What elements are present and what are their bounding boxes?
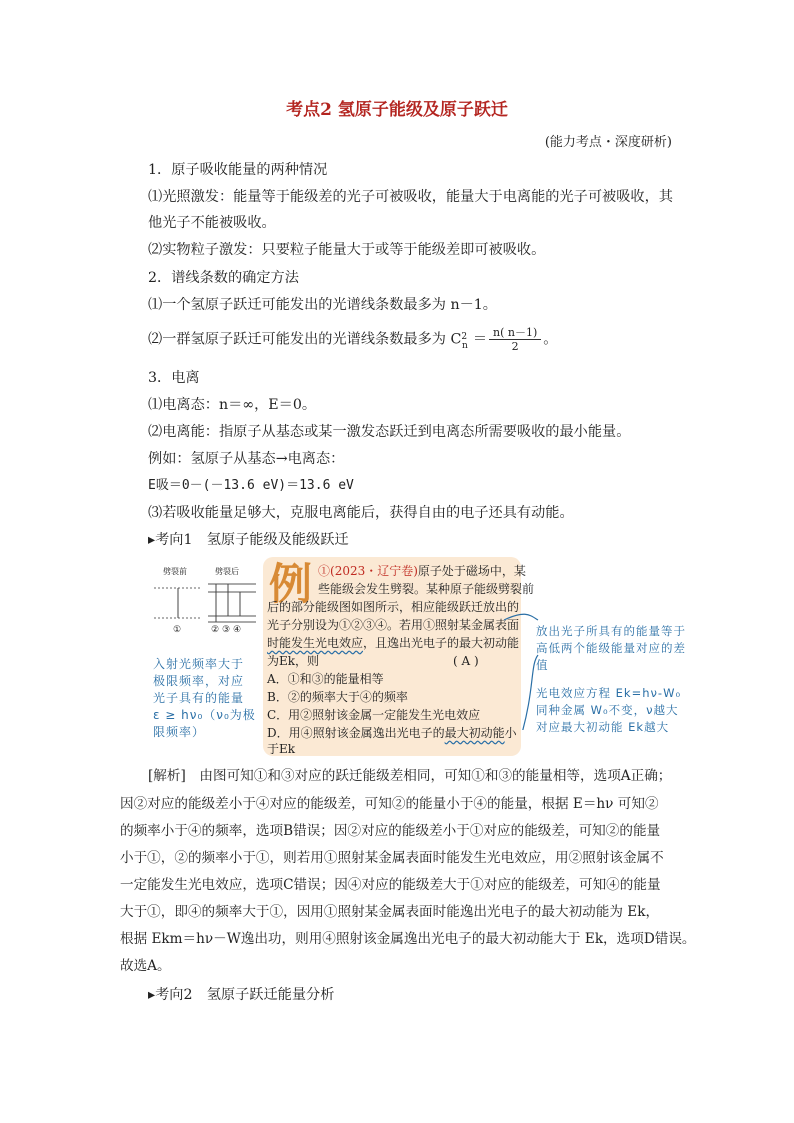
section1-p1: ⑴光照激发：能量等于能级差的光子可被吸收，能量大于电离能的光子可被吸收，其 <box>148 189 673 205</box>
section2-p1: ⑴一个氢原子跃迁可能发出的光谱线条数最多为 n－1。 <box>148 297 497 313</box>
ionization-formula: E吸＝0－(－13.6 eV)＝13.6 eV <box>148 478 354 493</box>
section3-example: 例如：氢原子从基态→电离态： <box>148 451 345 467</box>
energy-level-diagram <box>150 572 262 644</box>
arrow-top <box>504 614 538 620</box>
analysis-line: 小于①，②的频率小于①，则若用①照射某金属表面时能发生光电效应，用②照射该金属不 <box>120 850 664 866</box>
fraction <box>489 326 541 353</box>
direction1-heading: ▸考向1 氢原子能级及能级跃迁 <box>148 532 349 548</box>
note-right-line: 同种金属 W₀不变，ν越大 <box>536 703 679 717</box>
option-a: A．①和③的能量相等 <box>267 672 384 686</box>
section1-p1-cont: 他光子不能被吸收。 <box>148 215 276 231</box>
option-b: B．②的频率大于④的频率 <box>267 690 408 704</box>
example-heading <box>318 563 526 580</box>
example-card <box>263 557 535 756</box>
example-line: 为Ek，则 <box>267 654 320 668</box>
option-d-text: D．用④照射该金属逸出光电子的 <box>267 726 445 740</box>
note-right-line: 光电效应方程 Ek=hν-W₀ <box>536 686 682 700</box>
marker-4: ④ <box>233 625 242 635</box>
analysis-line: 根据 Ekm＝hν－W逸出功，则用④照射该金属逸出光电子的最大初动能大于 Ek，选项D错误。 <box>120 931 696 947</box>
section1-heading: 1．原子吸收能量的两种情况 <box>148 162 328 178</box>
option-c: C．用②照射该金属一定能发生光电效应 <box>267 708 481 722</box>
note-left-line: 入射光频率大于 <box>153 657 245 671</box>
page-subtitle: (能力考点・深度研析) <box>544 135 672 150</box>
note-left <box>153 656 256 741</box>
example-source: (2023・辽宁卷) <box>330 564 418 578</box>
example-number: ① <box>318 564 331 578</box>
equals-sign: ＝ <box>472 331 488 348</box>
example-line: 后的部分能级图如图所示，相应能级跃迁放出的 <box>267 600 520 614</box>
note-right-bottom <box>536 685 681 736</box>
note-left-line: 极限频率，对应 <box>153 674 245 688</box>
fraction-denominator: 2 <box>511 340 519 353</box>
section3-heading: 3．电离 <box>148 370 200 386</box>
section2-p2-text: ⑵一群氢原子跃迁可能发出的光谱线条数最多为 C <box>148 331 462 348</box>
analysis-line: 大于①，即④的频率大于①，因用①照射某金属表面时能逸出光电子的最大初动能为 Ek， <box>120 904 660 920</box>
option-d <box>267 725 517 742</box>
analysis-line: 故选A。 <box>120 958 171 974</box>
note-right-line: 值 <box>536 658 549 672</box>
example-answer: ( A ) <box>453 654 479 668</box>
example-line: 些能级会发生劈裂。某种原子能级劈裂前 <box>318 582 535 596</box>
option-d-cont: 于Ek <box>267 742 296 756</box>
example-line: 光子分别设为①②③④。若用①照射某金属表面 <box>267 618 520 632</box>
example-line-rest: ，且逸出光电子的最大初动能 <box>363 636 520 650</box>
note-right-line: 对应最大初动能 Ek越大 <box>536 720 670 734</box>
note-left-line: ε ≥ hν₀（ν₀为极 <box>153 708 256 722</box>
analysis-line: 一定能发生光电效应，选项C错误；因④对应的能级差大于①对应的能级差，可知④的能量 <box>120 877 661 893</box>
note-left-line: 限频率） <box>153 725 206 739</box>
section2-p2 <box>148 326 558 353</box>
comb-sub: n <box>462 340 468 351</box>
marker-2: ② <box>211 625 220 635</box>
marker-3: ③ <box>222 625 231 635</box>
section3-p3: ⑶若吸收能量足够大，克服电离能后，获得自由的电子还具有动能。 <box>148 505 574 521</box>
highlight-photoelectric: 时能发生光电效应 <box>267 636 364 650</box>
section3-p1: ⑴电离态：n＝∞，E＝0。 <box>148 397 317 413</box>
note-right-line: 高低两个能级能量对应的差 <box>536 641 686 655</box>
period: 。 <box>543 331 558 348</box>
page-title: 考点2 氢原子能级及原子跃迁 <box>286 100 508 120</box>
example-line <box>267 635 519 652</box>
note-left-line: 光子具有的能量 <box>153 691 245 705</box>
option-d-text: 小 <box>504 726 517 740</box>
section1-p2: ⑵实物粒子激发：只要粒子能量大于或等于能级差即可被吸收。 <box>148 242 546 258</box>
comb-sup: 2 <box>461 331 468 342</box>
direction2-heading: ▸考向2 氢原子跃迁能量分析 <box>148 987 335 1003</box>
analysis-line: [解析] 由图可知①和③对应的跃迁能级差相同，可知①和③的能量相等，选项A正确； <box>148 768 672 784</box>
section3-p2: ⑵电离能：指原子从基态或某一激发态跃迁到电离态所需要吸收的最小能量。 <box>148 424 631 440</box>
example-line: 原子处于磁场中，某 <box>417 564 526 578</box>
analysis-line: 因②对应的能级差小于④对应的能级差，可知②的能量小于④的能量，根据 E＝hν 可知② <box>120 796 659 812</box>
note-right-top <box>536 623 686 674</box>
section2-heading: 2．谱线条数的确定方法 <box>148 270 299 286</box>
label-before: 劈裂前 <box>163 567 187 576</box>
fraction-numerator: n( n－1) <box>489 326 541 340</box>
marker-1: ① <box>173 625 182 635</box>
highlight-max-kinetic: 最大初动能 <box>444 726 505 740</box>
example-badge: 例 <box>269 560 312 610</box>
note-right-line: 放出光子所具有的能量等于 <box>536 624 686 638</box>
label-after: 劈裂后 <box>215 567 239 576</box>
analysis-line: 的频率小于④的频率，选项B错误；因②对应的能级差小于①对应的能级差，可知②的能量 <box>120 823 661 839</box>
